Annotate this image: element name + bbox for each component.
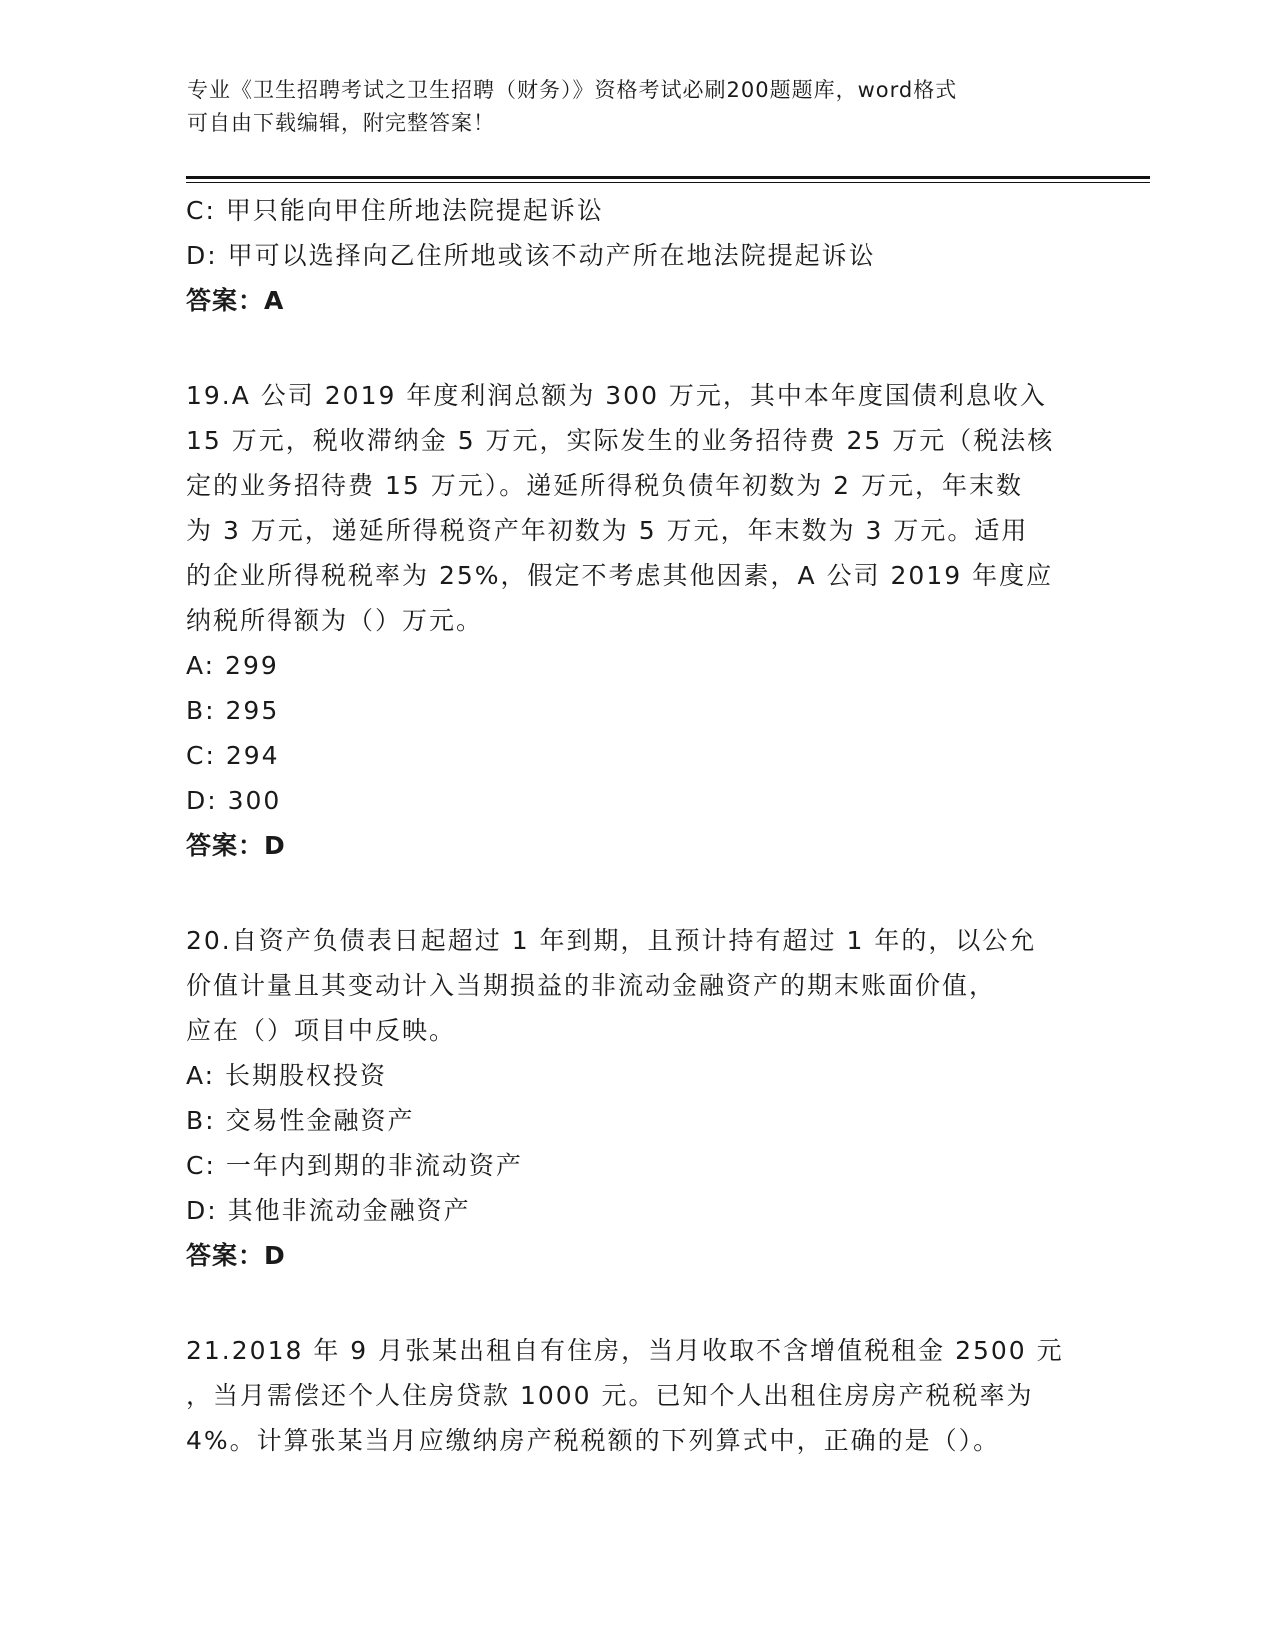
q20-text-line: 价值计量且其变动计入当期损益的非流动金融资产的期末账面价值， (186, 971, 997, 1000)
q20-option-b: B: 交易性金融资产 (186, 1106, 415, 1135)
prev-option-d: D: 甲可以选择向乙住所地或该不动产所在地法院提起诉讼 (186, 241, 876, 270)
document-content (186, 188, 1086, 1463)
question-19 (186, 373, 1086, 868)
q20-option-a: A: 长期股权投资 (186, 1061, 388, 1090)
q19-text-line: 定的业务招待费 15 万元）。递延所得税负债年初数为 2 万元，年末数 (186, 471, 1024, 500)
q19-option-a: A: 299 (186, 651, 279, 680)
q19-text-line: 为 3 万元，递延所得税资产年初数为 5 万元，年末数为 3 万元。适用 (186, 516, 1029, 545)
prev-option-c: C: 甲只能向甲住所地法院提起诉讼 (186, 196, 604, 225)
q21-text-line: 4%。计算张某当月应缴纳房产税税额的下列算式中，正确的是（）。 (186, 1426, 1001, 1455)
question-21 (186, 1328, 1086, 1463)
q19-text-line: 15 万元，税收滞纳金 5 万元，实际发生的业务招待费 25 万元（税法核 (186, 426, 1055, 455)
q19-text-line: 纳税所得额为（）万元。 (186, 606, 484, 635)
spacer (186, 868, 1086, 918)
q19-answer: 答案：D (186, 831, 286, 860)
header-line-1: 专业《卫生招聘考试之卫生招聘（财务）》资格考试必刷200题题库，word格式 (187, 78, 958, 102)
q21-text-line: ，当月需偿还个人住房贷款 1000 元。已知个人出租住房房产税税率为 (186, 1381, 1034, 1410)
q20-option-d: D: 其他非流动金融资产 (186, 1196, 471, 1225)
q20-option-c: C: 一年内到期的非流动资产 (186, 1151, 523, 1180)
spacer (186, 323, 1086, 373)
header-rule-thick (186, 176, 1150, 179)
header-line-2: 可自由下载编辑，附完整答案！ (187, 111, 495, 135)
q19-option-d: D: 300 (186, 786, 282, 815)
q19-option-b: B: 295 (186, 696, 280, 725)
prev-answer: 答案：A (186, 286, 285, 315)
document-header (187, 74, 1067, 140)
header-rule-thin (186, 182, 1150, 183)
q20-answer: 答案：D (186, 1241, 286, 1270)
q20-text-line: 应在（）项目中反映。 (186, 1016, 457, 1045)
q19-text-line: 的企业所得税税率为 25%，假定不考虑其他因素，A 公司 2019 年度应 (186, 561, 1054, 590)
spacer (186, 1278, 1086, 1328)
q20-text-line: 20.自资产负债表日起超过 1 年到期，且预计持有超过 1 年的，以公允 (186, 926, 1037, 955)
q19-text-line: 19.A 公司 2019 年度利润总额为 300 万元，其中本年度国债利息收入 (186, 381, 1047, 410)
q21-text-line: 21.2018 年 9 月张某出租自有住房，当月收取不含增值税租金 2500 元 (186, 1336, 1064, 1365)
question-20 (186, 918, 1086, 1278)
q19-option-c: C: 294 (186, 741, 280, 770)
